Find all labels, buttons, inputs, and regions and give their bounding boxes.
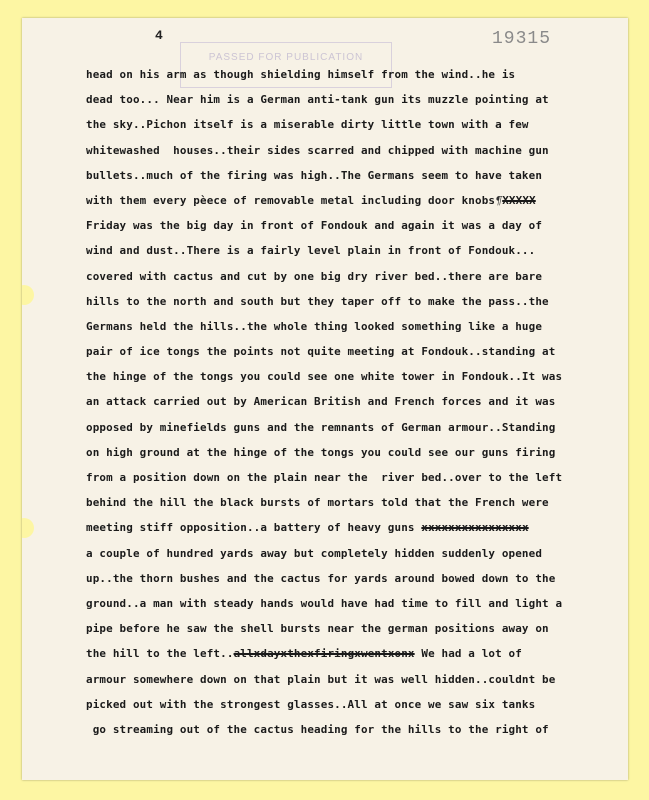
text-segment: with them every pèece of removable metal including door knobs	[86, 193, 496, 207]
text-line: on high ground at the hinge of the tongs you could see our guns firing	[86, 445, 556, 459]
struck-text: XXXXX	[502, 193, 536, 207]
text-line: Germans held the hills..the whole thing looked something like a huge	[86, 319, 543, 333]
punch-hole-top	[22, 285, 34, 305]
text-line: up..the thorn bushes and the cactus for yards around bowed down to the	[86, 571, 556, 585]
text-line: from a position down on the plain near the river bed..over to the left	[86, 471, 563, 484]
struck-text: allxdayxthexfiringxwentxonx	[233, 647, 415, 661]
document-page	[22, 18, 628, 780]
stamp-text: PASSED FOR PUBLICATION	[208, 52, 364, 63]
text-line: dead too... Near him is a German anti-tank gun its muzzle pointing at	[86, 93, 549, 107]
typewritten-body	[86, 62, 626, 742]
text-line: the sky..Pichon itself is a miserable dirty little town with a few	[86, 118, 529, 132]
text-line: go streaming out of the cactus heading for the hills to the right of	[86, 722, 549, 736]
text-line: picked out with the strongest glasses..All at once we saw six tanks	[86, 697, 536, 711]
text-line: Friday was the big day in front of Fondouk and again it was a day of	[86, 219, 543, 233]
text-line: head on his arm as though shielding himself from the wind..he is	[86, 68, 516, 81]
text-segment: We had a lot of	[414, 647, 522, 661]
text-line: armour somewhere down on that plain but it was well hidden..couldnt be	[86, 672, 556, 686]
text-line: bullets..much of the firing was high..The Germans seem to have taken	[86, 168, 543, 182]
text-line: the hinge of the tongs you could see one white tower in Fondouk..It was	[86, 370, 563, 384]
document-number: 19315	[492, 29, 552, 49]
text-line-with-edit	[86, 641, 626, 666]
text-segment: meeting stiff opposition..a battery of heavy guns	[86, 521, 415, 535]
text-line: a couple of hundred yards away but completely hidden suddenly opened	[86, 546, 543, 560]
text-line: ground..a man with steady hands would have had time to fill and light a	[86, 596, 563, 610]
text-line: behind the hill the black bursts of mortars told that the French were	[86, 496, 549, 510]
text-line: hills to the north and south but they taper off to make the pass..the	[86, 294, 549, 308]
punch-hole-bottom	[22, 518, 34, 538]
text-line-with-edit	[86, 188, 626, 213]
text-segment: the hill to the left..	[86, 647, 234, 661]
text-line-with-edit	[86, 515, 626, 540]
text-line: whitewashed houses..their sides scarred and chipped with machine gun	[86, 143, 549, 157]
struck-text: xxxxxxxxxxxxxxxx	[421, 521, 529, 535]
text-line: pair of ice tongs the points not quite meeting at Fondouk..standing at	[86, 345, 556, 359]
text-line: opposed by minefields guns and the remnants of German armour..Standing	[86, 420, 556, 434]
pen-mark: ¶	[495, 193, 503, 207]
text-line: pipe before he saw the shell bursts near the german positions away on	[86, 622, 549, 636]
text-line: covered with cactus and cut by one big dry river bed..there are bare	[86, 269, 543, 283]
page-number: 4	[155, 28, 163, 43]
text-line: an attack carried out by American British and French forces and it was	[86, 395, 556, 409]
text-line: wind and dust..There is a fairly level plain in front of Fondouk...	[86, 244, 536, 258]
